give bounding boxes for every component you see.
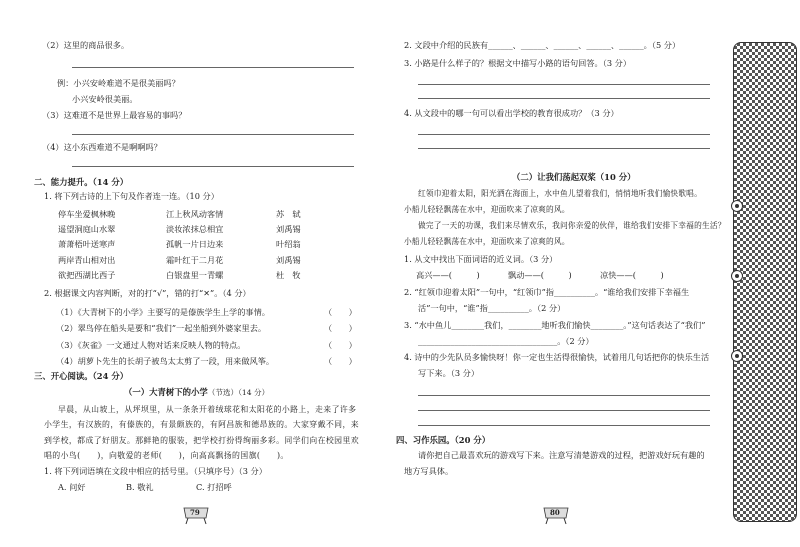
answer-line xyxy=(418,134,710,135)
passage-line: 唱的小鸟( )，向敬爱的老师( )，向高高飘扬的国旗( )。 xyxy=(44,451,289,461)
answer-line xyxy=(418,395,710,396)
page-number-badge-right xyxy=(540,504,572,526)
answer-line xyxy=(72,166,354,167)
left-q3: （3）这难道不是世界上最容易的事吗？ xyxy=(42,110,187,120)
match-question: 1. 将下列古诗的上下句及作者连一连。（10 分） xyxy=(44,191,219,201)
judge-answer-box[interactable]: （ ） xyxy=(324,355,357,366)
reading-2-q2b: 活”一句中，“谁”指__________。（2 分） xyxy=(418,303,566,313)
judge-item-text: （3）《灰雀》一文通过人物对话来反映人物的特点。 xyxy=(56,339,246,350)
reading-2-q4b: 写下来。（3 分） xyxy=(418,368,480,378)
synonym-3[interactable]: 凉快——( ) xyxy=(600,270,664,280)
right-q4: 4. 从文段中的哪一句可以看出学校的教育很成功？（3 分） xyxy=(404,108,619,118)
match-item[interactable]: 遥望洞庭山水翠 xyxy=(58,224,116,235)
reading-1-note: （节选）（14 分） xyxy=(207,388,270,397)
passage-line: 到学校，都成了好朋友。那鲜艳的服装，把学校打扮得绚丽多彩。同学们向在校园里欢 xyxy=(44,435,360,445)
page-number-badge-left xyxy=(180,504,212,526)
judge-answer-box[interactable]: （ ） xyxy=(324,339,357,350)
passage xyxy=(44,402,359,464)
reading-2-q1: 1. 从文中找出下面词语的近义词。（3 分） xyxy=(404,254,558,264)
match-item[interactable]: 霜叶红于二月花 xyxy=(166,254,224,265)
match-item[interactable]: 叶绍翁 xyxy=(276,239,301,250)
match-column-3 xyxy=(276,207,336,283)
judge-item xyxy=(56,353,356,369)
reading-2-title: （二）让我们荡起双桨（10 分） xyxy=(512,172,636,182)
passage-line: 小学生，有汉族的，有傣族的，有景颇族的，有阿昌族和德昂族的。大家穿戴不同，来 xyxy=(44,420,360,430)
fill-question: 1. 将下列词语填在文段中相应的括号里。（只填序号）（3 分） xyxy=(44,466,267,476)
match-item[interactable]: 两岸青山相对出 xyxy=(58,254,116,265)
left-q4: （4）这小东西难道不是啊啊吗？ xyxy=(42,142,162,152)
passage-line: 早晨，从山坡上，从坪坝里，从一条条开着绒球花和太阳花的小路上，走来了许多 xyxy=(58,405,357,414)
match-item[interactable]: 白银盘里一青螺 xyxy=(166,269,224,280)
judge-item-text: （2）翠鸟停在船头是要和“我们”一起坐船到外婆家里去。 xyxy=(56,323,267,334)
left-q2: （2）这里的商品很多。 xyxy=(42,40,130,50)
writing-prompt-a: 请你把自己最喜欢玩的游戏写下来。注意写清楚游戏的过程，把游戏好玩有趣的 xyxy=(418,450,705,460)
judge-list xyxy=(56,304,356,369)
match-item[interactable]: 停车坐爱枫林晚 xyxy=(58,209,116,219)
option-c[interactable]: C. 打招呼 xyxy=(196,482,232,492)
judge-answer-box[interactable]: （ ） xyxy=(324,307,357,317)
judge-item xyxy=(56,337,356,353)
example-answer: 小兴安岭很美丽。 xyxy=(72,94,138,104)
poem-line: 红领巾迎着太阳，阳光洒在海面上，水中鱼儿望着我们，悄悄地听我们愉快歌唱。 xyxy=(418,189,702,198)
match-item[interactable]: 淡妆浓抹总相宜 xyxy=(166,224,224,235)
poem-line: 做完了一天的功课，我们来尽情欢乐，我问你亲爱的伙伴，谁给我们安排下幸福的生活？ xyxy=(418,221,726,230)
answer-line xyxy=(72,67,354,68)
page-number: 79 xyxy=(190,508,200,517)
match-item[interactable]: 杜 牧 xyxy=(276,269,301,280)
match-item[interactable]: 江上秋风动客情 xyxy=(166,209,224,219)
synonym-2[interactable]: 飘动——( ) xyxy=(508,270,572,280)
option-b[interactable]: B. 敬礼 xyxy=(126,482,154,492)
judge-item-text: （4）胡萝卜先生的长胡子被鸟太太剪了一段，用来做风筝。 xyxy=(56,355,275,366)
option-a[interactable]: A. 问好 xyxy=(58,482,86,492)
poem xyxy=(404,186,726,250)
reading-2-q3a: 3. “水中鱼儿________我们，________地听我们愉快________。”这句话表达了“我们” xyxy=(404,320,706,330)
right-q2: 2. 文段中介绍的民族有______、______、______、______、______。（5 分） xyxy=(404,40,681,50)
binding-hole xyxy=(731,270,743,282)
binding-hole xyxy=(731,200,743,212)
reading-2-q2a: 2. “红领巾迎着太阳”一句中，“红领巾”指__________。“谁给我们安排下幸福生 xyxy=(404,287,690,297)
judge-item xyxy=(56,320,356,336)
match-item[interactable]: 刘禹锡 xyxy=(276,254,301,265)
synonym-1[interactable]: 高兴——( ) xyxy=(416,270,480,280)
section-2-title: 二、能力提升。（14 分） xyxy=(34,177,129,187)
reading-1-title-text: （一）大青树下的小学 xyxy=(124,387,208,397)
judge-answer-box[interactable]: （ ） xyxy=(324,323,357,334)
reading-2-q4a: 4. 诗中的少先队员多愉快呀！你一定也生活得很愉快，试着用几句话把你的快乐生活 xyxy=(404,352,710,362)
section-3-title: 三、开心阅读。（24 分） xyxy=(34,371,129,381)
poem-line: 小船儿轻轻飘荡在水中，迎面吹来了凉爽的风。 xyxy=(404,237,570,246)
answer-line xyxy=(418,98,710,99)
judge-question: 2. 根据课文内容判断，对的打“√”，错的打“✕”。（4 分） xyxy=(44,288,251,298)
binding-strip xyxy=(733,42,797,522)
judge-item-text: （1）《大青树下的小学》主要写的是傣族学生上学的事情。 xyxy=(56,307,270,317)
writing-prompt-b: 地方写具体。 xyxy=(404,466,454,476)
answer-line xyxy=(418,148,710,149)
answer-line xyxy=(418,84,710,85)
judge-item xyxy=(56,304,356,320)
page-number: 80 xyxy=(550,508,560,517)
answer-line xyxy=(418,410,710,411)
section-4-title: 四、习作乐园。（20 分） xyxy=(396,435,491,445)
match-item[interactable]: 刘禹锡 xyxy=(276,224,301,235)
right-q3: 3. 小路是什么样子的？根据文中描写小路的语句回答。（3 分） xyxy=(404,58,632,68)
match-item[interactable]: 萧萧梧叶送寒声 xyxy=(58,239,116,250)
reading-1-title xyxy=(124,386,269,398)
answer-line xyxy=(72,134,354,135)
example-question: 例：小兴安岭难道不是很美丽吗？ xyxy=(57,78,180,88)
match-item[interactable]: 苏 轼 xyxy=(276,209,301,219)
match-item[interactable]: 欲把西湖比西子 xyxy=(58,269,116,280)
match-item[interactable]: 孤帆一片日边来 xyxy=(166,239,224,250)
match-column-2 xyxy=(166,207,276,283)
match-column-1 xyxy=(58,207,168,283)
poem-line: 小船儿轻轻飘荡在水中，迎面吹来了凉爽的风。 xyxy=(404,205,570,214)
reading-2-q3b: __________________________________。（2 分） xyxy=(418,336,594,346)
answer-line xyxy=(418,425,710,426)
binding-hole xyxy=(731,350,743,362)
